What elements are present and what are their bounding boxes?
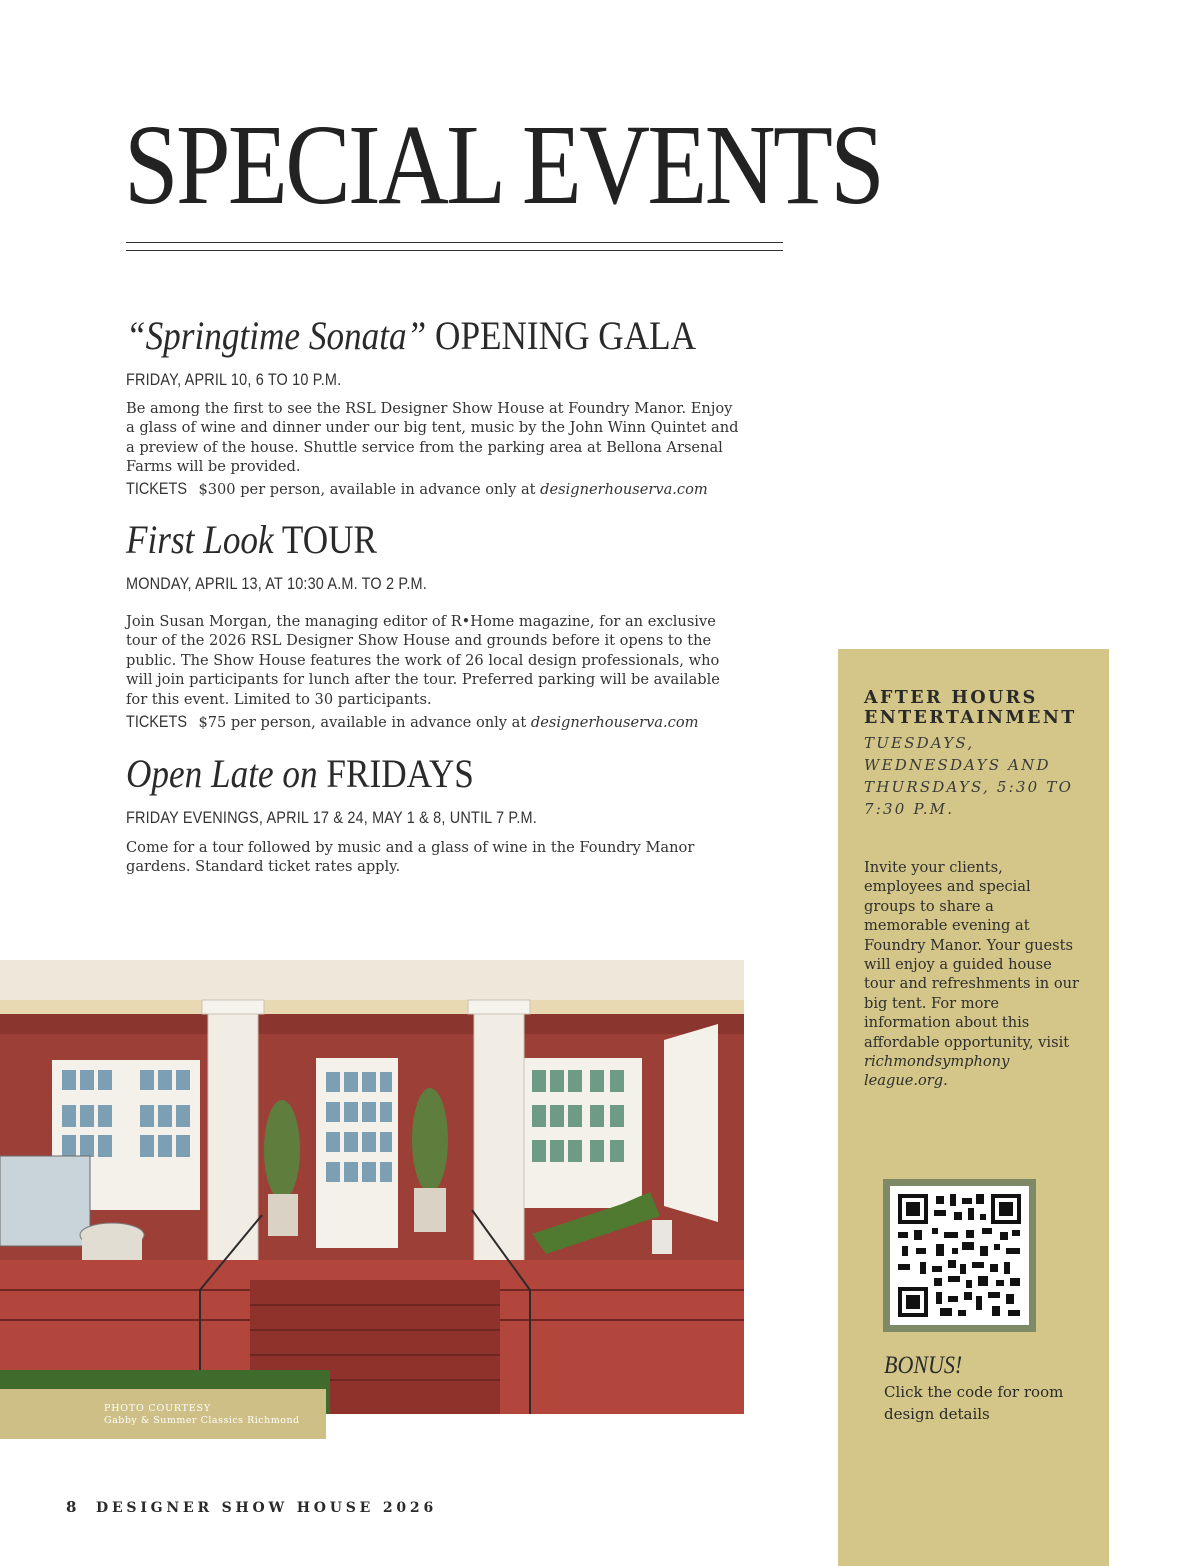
window-right bbox=[522, 1058, 642, 1208]
event-title-caps: OPENING GALA bbox=[435, 313, 697, 358]
title-rule-bottom bbox=[126, 250, 783, 251]
porch-illustration bbox=[0, 960, 744, 1414]
tickets-label: TICKETS bbox=[126, 712, 188, 731]
event-title-italic: Open Late on bbox=[126, 751, 318, 796]
sidebar-body bbox=[864, 858, 1079, 1091]
publication-name: DESIGNER SHOW HOUSE 2026 bbox=[96, 1500, 437, 1516]
window-side bbox=[664, 1024, 718, 1222]
title-rule-top bbox=[126, 242, 783, 243]
event-date-tour: MONDAY, APRIL 13, AT 10:30 A.M. TO 2 P.M. bbox=[126, 574, 427, 593]
event-title-fridays bbox=[126, 751, 474, 796]
sidebar-body-text: Invite your clients, employees and special groups to share a memorable evening at Foundry Manor. Your guests will enjoy a guided house tour and refreshments in our big tent. For more information about this affordable opportunity, visit bbox=[864, 859, 1079, 1051]
event-tickets-gala bbox=[126, 479, 766, 499]
event-body-fridays: Come for a tour followed by music and a glass of wine in the Foundry Manor gardens. Standard ticket rates apply. bbox=[126, 839, 695, 876]
door-center bbox=[316, 1058, 398, 1248]
tickets-link[interactable]: designerhouserva.com bbox=[530, 714, 699, 731]
photo-credit-line1: PHOTO COURTESY bbox=[104, 1403, 211, 1414]
tickets-text: $300 per person, available in advance only at bbox=[198, 481, 536, 498]
sidebar-link[interactable]: richmondsymphony league.org. bbox=[864, 1053, 1010, 1090]
bonus-text: Click the code for room design details bbox=[884, 1383, 1064, 1423]
qr-code-icon[interactable] bbox=[896, 1192, 1023, 1319]
tickets-link[interactable]: designerhouserva.com bbox=[540, 481, 708, 498]
bonus-heading: BONUS! bbox=[884, 1352, 963, 1379]
event-body-tour: Join Susan Morgan, the managing editor of R•Home magazine, for an exclusive tour of the 2026 RSL Designer Show House and grounds before it opens to the public. The Show House features the work of 26 local design professionals, who will join participants for lunch after the tour. Preferred parking will be available for this event. Limited to 30 participants. bbox=[126, 613, 720, 708]
event-date-fridays: FRIDAY EVENINGS, APRIL 17 & 24, MAY 1 & 8, UNTIL 7 P.M. bbox=[126, 808, 537, 827]
event-title-gala bbox=[126, 313, 697, 358]
event-date-gala: FRIDAY, APRIL 10, 6 TO 10 P.M. bbox=[126, 370, 342, 389]
photo-credit-box bbox=[0, 1389, 326, 1439]
event-title-italic: “Springtime Sonata” bbox=[126, 313, 427, 358]
page-number: 8 bbox=[66, 1498, 77, 1516]
event-title-caps: FRIDAYS bbox=[326, 751, 474, 796]
event-title-caps: TOUR bbox=[281, 517, 378, 562]
photo-credit-line2: Gabby & Summer Classics Richmond bbox=[104, 1415, 300, 1426]
event-title-tour bbox=[126, 517, 378, 562]
sidebar-heading: AFTER HOURS ENTERTAINMENT bbox=[864, 688, 1077, 728]
sidebar-subheading: TUESDAYS, WEDNESDAYS AND THURSDAYS, 5:30 TO 7:30 P.M. bbox=[864, 734, 1074, 818]
page-title: SPECIAL EVENTS bbox=[124, 101, 883, 228]
tickets-text: $75 per person, available in advance only at bbox=[198, 714, 527, 731]
event-body-gala: Be among the first to see the RSL Designer Show House at Foundry Manor. Enjoy a glass of wine and dinner under our big tent, music by the John Winn Quintet and a preview of the house. Shuttle service from the parking area at Bellona Arsenal Farms will be provided. bbox=[126, 400, 739, 476]
event-tickets-tour bbox=[126, 712, 766, 732]
tickets-label: TICKETS bbox=[126, 479, 188, 498]
event-title-italic: First Look bbox=[126, 517, 274, 562]
